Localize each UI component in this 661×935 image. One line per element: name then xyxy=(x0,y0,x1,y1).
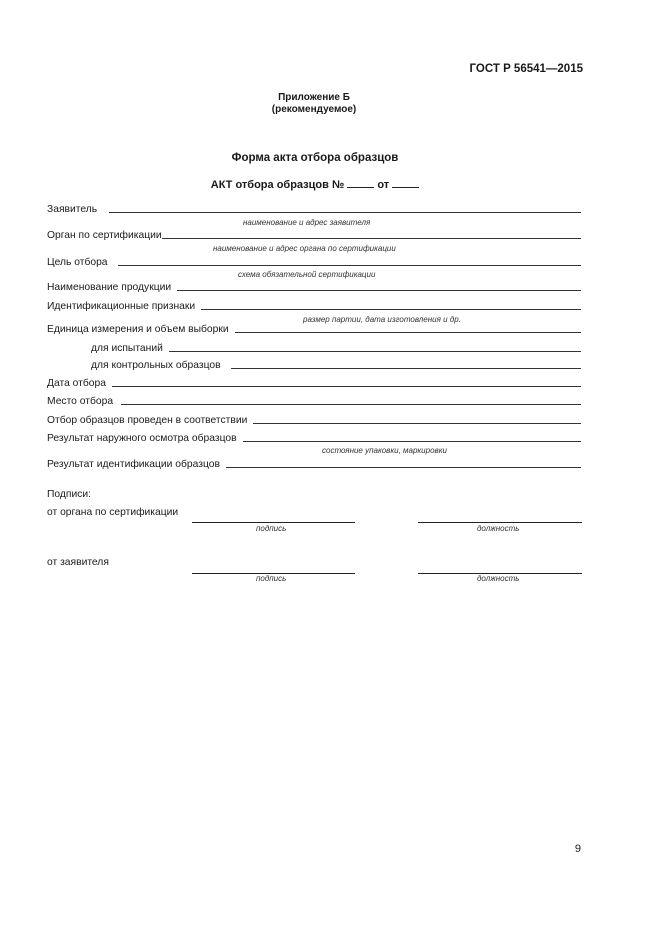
conducted-per-label: Отбор образцов проведен в соответствии xyxy=(47,415,248,426)
applicant-field[interactable] xyxy=(109,211,581,213)
page-number: 9 xyxy=(574,843,581,855)
sig-applicant-label: от заявителя xyxy=(47,557,109,568)
applicant-row xyxy=(47,204,581,215)
external-result-field[interactable] xyxy=(243,440,581,442)
sig-applicant-signature-hint: подпись xyxy=(256,574,287,583)
unit-volume-label: Единица измерения и объем выборки xyxy=(47,324,229,335)
product-name-row xyxy=(47,282,581,293)
sig-body-label: от органа по сертификации xyxy=(47,507,179,518)
for-tests-label: для испытаний xyxy=(91,343,163,354)
unit-volume-field[interactable] xyxy=(235,331,581,333)
product-name-field[interactable] xyxy=(177,289,581,291)
id-result-row xyxy=(47,459,581,470)
product-name-label: Наименование продукции xyxy=(47,282,172,293)
conducted-per-field[interactable] xyxy=(253,422,581,424)
applicant-hint: наименование и адрес заявителя xyxy=(243,218,371,227)
cert-body-hint: наименование и адрес органа по сертификации xyxy=(213,244,396,253)
sig-body-position-hint: должность xyxy=(477,524,520,533)
place-field[interactable] xyxy=(121,403,581,405)
act-title xyxy=(0,178,630,191)
sig-body-position-line[interactable] xyxy=(418,521,582,523)
place-row xyxy=(47,396,581,407)
purpose-row xyxy=(47,257,581,268)
signatures-heading: Подписи: xyxy=(47,489,91,500)
act-from: от xyxy=(377,179,390,191)
conducted-per-row xyxy=(47,415,581,426)
purpose-hint: схема обязательной сертификации xyxy=(238,270,376,279)
applicant-label: Заявитель xyxy=(47,204,98,215)
standard-number: ГОСТ Р 56541—2015 xyxy=(469,63,583,75)
external-result-hint: состояние упаковки, маркировки xyxy=(322,446,447,455)
identification-hint: размер партии, дата изготовления и др. xyxy=(303,315,461,324)
cert-body-label: Орган по сертификации xyxy=(47,230,162,241)
for-tests-row xyxy=(91,343,581,354)
sig-body-signature-hint: подпись xyxy=(256,524,287,533)
act-date-blank[interactable] xyxy=(392,178,419,188)
id-result-label: Результат идентификации образцов xyxy=(47,459,220,470)
appendix-type: (рекомендуемое) xyxy=(271,104,357,115)
for-control-label: для контрольных образцов xyxy=(91,360,221,371)
act-prefix: АКТ отбора образцов № xyxy=(210,179,345,191)
for-tests-field[interactable] xyxy=(169,350,581,352)
identification-row xyxy=(47,301,581,312)
purpose-label: Цель отбора xyxy=(47,257,108,268)
for-control-row xyxy=(91,360,581,371)
place-label: Место отбора xyxy=(47,396,114,407)
sig-body-signature-line[interactable] xyxy=(192,521,355,523)
date-label: Дата отбора xyxy=(47,378,106,389)
purpose-field[interactable] xyxy=(118,264,581,266)
for-control-field[interactable] xyxy=(231,367,581,369)
date-row xyxy=(47,378,581,389)
cert-body-field[interactable] xyxy=(162,237,581,239)
external-result-label: Результат наружного осмотра образцов xyxy=(47,433,237,444)
id-result-field[interactable] xyxy=(226,466,581,468)
form-title: Форма акта отбора образцов xyxy=(231,152,399,164)
unit-volume-row xyxy=(47,324,581,335)
act-number-blank[interactable] xyxy=(347,178,374,188)
identification-label: Идентификационные признаки xyxy=(47,301,196,312)
cert-body-row xyxy=(47,230,581,241)
external-result-row xyxy=(47,433,581,444)
identification-field[interactable] xyxy=(201,308,581,310)
date-field[interactable] xyxy=(112,385,581,387)
appendix-title: Приложение Б xyxy=(278,92,350,103)
sig-applicant-position-hint: должность xyxy=(477,574,520,583)
